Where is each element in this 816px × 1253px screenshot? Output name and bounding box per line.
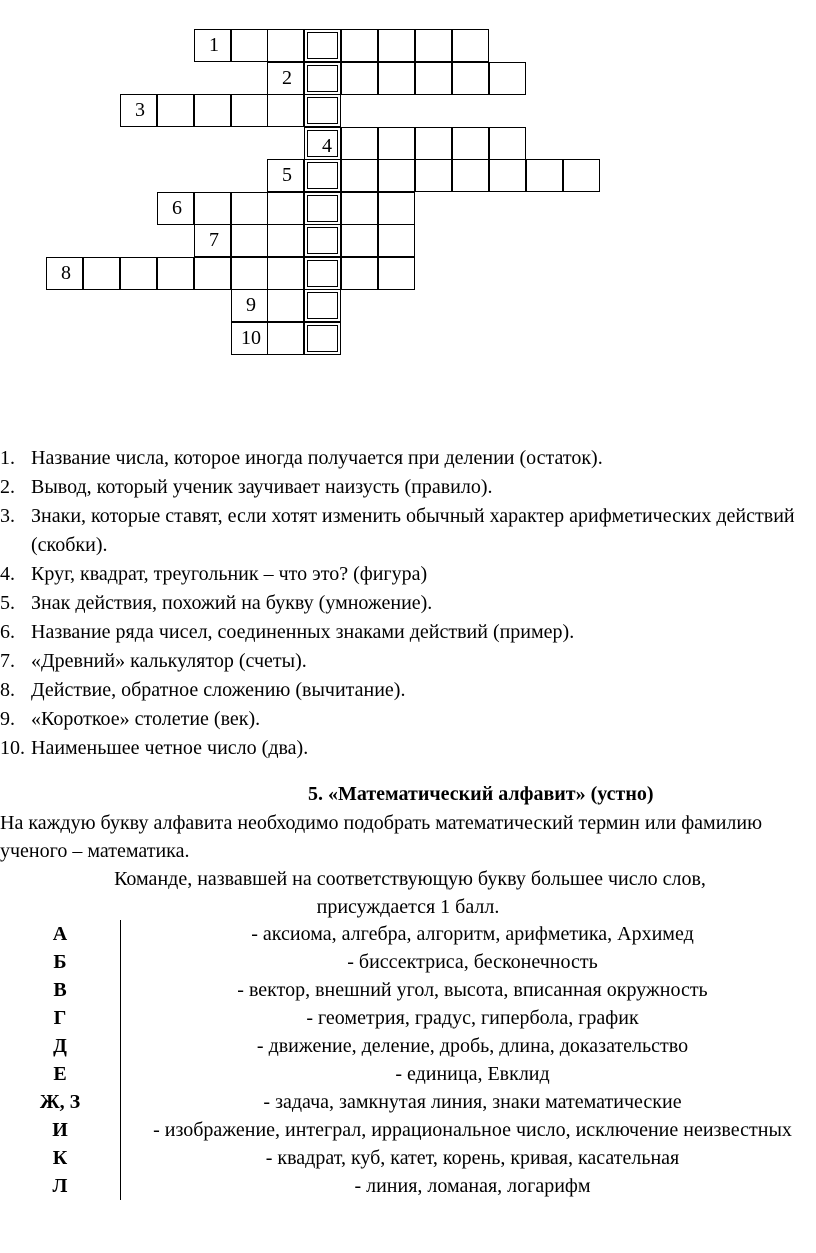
crossword-row-number: 6 <box>172 197 182 219</box>
clue-item <box>0 560 816 589</box>
crossword-cell <box>415 29 452 62</box>
crossword-cell <box>157 94 194 127</box>
crossword-row-number: 7 <box>209 229 219 251</box>
alphabet-row <box>0 1032 816 1060</box>
crossword-row-number: 9 <box>246 294 256 316</box>
crossword-cell <box>378 29 415 62</box>
alphabet-row <box>0 948 816 976</box>
clue-item <box>0 502 816 560</box>
crossword-key-cell <box>304 289 341 322</box>
crossword-cell <box>157 257 194 290</box>
alphabet-words: - биссектриса, бесконечность <box>347 951 598 973</box>
alphabet-row <box>0 1172 816 1200</box>
alphabet-row <box>0 1060 816 1088</box>
crossword-cell <box>452 127 489 160</box>
alphabet-row <box>0 976 816 1004</box>
crossword-row-number: 4 <box>322 135 332 157</box>
alphabet-words: - аксиома, алгебра, алгоритм, арифметика, Архимед <box>251 923 694 945</box>
clue-text: «Короткое» столетие (век). <box>31 708 261 730</box>
crossword-cell <box>267 224 304 257</box>
crossword-cell <box>489 159 526 192</box>
clue-item <box>0 589 816 618</box>
crossword-cell <box>231 322 268 355</box>
clue-text: Знаки, которые ставят, если хотят изменить обычный характер арифметических действий (скобки). <box>31 505 795 556</box>
crossword-cell <box>194 29 231 62</box>
crossword-cell <box>231 29 268 62</box>
crossword-cell <box>378 224 415 257</box>
crossword-cell <box>194 192 231 225</box>
clue-number: 4. <box>0 563 15 585</box>
clue-text: Вывод, который ученик заучивает наизусть (правило). <box>31 476 493 498</box>
crossword-cell <box>194 257 231 290</box>
crossword-cell <box>526 159 563 192</box>
clue-number: 10. <box>0 737 25 759</box>
alphabet-letter: А <box>0 920 121 948</box>
task-note-line-1: Команде, назвавшей на соответствующую букву большее число слов, <box>114 868 706 890</box>
alphabet-letter: В <box>0 976 121 1004</box>
crossword-cell <box>563 159 600 192</box>
crossword-cell <box>378 159 415 192</box>
crossword-cell <box>415 159 452 192</box>
clue-text: Круг, квадрат, треугольник – что это? (фигура) <box>31 563 428 585</box>
clue-item <box>0 734 816 763</box>
clue-item <box>0 705 816 734</box>
crossword-cell <box>46 257 83 290</box>
clue-item <box>0 647 816 676</box>
crossword-cell <box>341 29 378 62</box>
crossword-row-number: 1 <box>209 34 219 56</box>
alphabet-row <box>0 1004 816 1032</box>
crossword-cell <box>415 62 452 95</box>
clue-text: «Древний» калькулятор (счеты). <box>31 650 307 672</box>
alphabet-words: - квадрат, куб, катет, корень, кривая, касательная <box>265 1147 680 1169</box>
task-title: 5. «Математический алфавит» (устно) <box>308 783 654 805</box>
crossword-cell <box>452 29 489 62</box>
clue-item <box>0 618 816 647</box>
clue-number: 8. <box>0 679 15 701</box>
crossword-cell <box>341 192 378 225</box>
crossword-cell <box>231 257 268 290</box>
alphabet-table <box>0 920 816 1200</box>
crossword-cell <box>267 289 304 322</box>
crossword-cell <box>231 192 268 225</box>
crossword-cell <box>378 62 415 95</box>
crossword-cell <box>267 29 304 62</box>
alphabet-letter: Д <box>0 1032 121 1060</box>
crossword-cell <box>378 127 415 160</box>
crossword-cell <box>341 159 378 192</box>
clue-list <box>0 444 816 763</box>
crossword-cell <box>157 192 194 225</box>
crossword-row-number: 8 <box>61 262 71 284</box>
clue-text: Знак действия, похожий на букву (умножение). <box>31 592 433 614</box>
clue-number: 6. <box>0 621 15 643</box>
crossword-cell <box>231 224 268 257</box>
crossword-key-cell <box>304 159 341 192</box>
clue-number: 3. <box>0 505 15 527</box>
crossword-cell <box>452 62 489 95</box>
crossword-cell <box>452 159 489 192</box>
alphabet-letter: Б <box>0 948 121 976</box>
crossword-cell <box>267 62 304 95</box>
crossword-cell <box>489 127 526 160</box>
crossword-cell <box>120 257 157 290</box>
alphabet-words: - движение, деление, дробь, длина, доказательство <box>256 1035 689 1057</box>
crossword-cell <box>341 62 378 95</box>
crossword-key-cell <box>304 127 341 160</box>
alphabet-letter: И <box>0 1116 121 1144</box>
clue-number: 5. <box>0 592 15 614</box>
crossword-cell <box>194 224 231 257</box>
crossword-cell <box>341 224 378 257</box>
clue-item <box>0 444 816 473</box>
crossword-row-number: 2 <box>282 67 292 89</box>
alphabet-row <box>0 920 816 948</box>
alphabet-row <box>0 1088 816 1116</box>
crossword-cell <box>341 257 378 290</box>
crossword-cell <box>267 94 304 127</box>
alphabet-row <box>0 1144 816 1172</box>
crossword-cell <box>267 159 304 192</box>
crossword-cell <box>378 192 415 225</box>
alphabet-words: - вектор, внешний угол, высота, вписанная окружность <box>237 979 708 1001</box>
alphabet-words: - изображение, интеграл, иррациональное число, исключение неизвестных <box>153 1119 792 1141</box>
alphabet-words: - задача, замкнутая линия, знаки математические <box>263 1091 682 1113</box>
clue-item <box>0 473 816 502</box>
crossword-cell <box>83 257 120 290</box>
crossword-row-number: 5 <box>282 164 292 186</box>
crossword-cell <box>267 322 304 355</box>
crossword-key-cell <box>304 94 341 127</box>
alphabet-letter: Г <box>0 1004 121 1032</box>
crossword-grid <box>0 0 816 380</box>
crossword-cell <box>194 94 231 127</box>
alphabet-words: - линия, ломаная, логарифм <box>354 1175 591 1197</box>
alphabet-letter: Л <box>0 1172 121 1200</box>
clue-number: 2. <box>0 476 15 498</box>
alphabet-words: - геометрия, градус, гипербола, график <box>306 1007 639 1029</box>
task-note <box>0 865 816 921</box>
clue-item <box>0 676 816 705</box>
crossword-key-cell <box>304 62 341 95</box>
task-intro: На каждую букву алфавита необходимо подобрать математический термин или фамилию ученого – математика. <box>0 812 763 862</box>
crossword-cell <box>415 127 452 160</box>
crossword-cell <box>120 94 157 127</box>
clue-number: 9. <box>0 708 15 730</box>
crossword-key-cell <box>304 224 341 257</box>
crossword-cell <box>231 94 268 127</box>
crossword-cell <box>489 62 526 95</box>
clue-text: Действие, обратное сложению (вычитание). <box>31 679 406 701</box>
clue-number: 1. <box>0 447 15 469</box>
crossword-key-cell <box>304 322 341 355</box>
crossword-row-number: 3 <box>135 99 145 121</box>
task-note-line-2: присуждается 1 балл. <box>316 896 500 918</box>
alphabet-letter: Е <box>0 1060 121 1088</box>
clue-text: Название ряда чисел, соединенных знаками действий (пример). <box>31 621 575 643</box>
crossword-cell <box>267 192 304 225</box>
alphabet-letter: К <box>0 1144 121 1172</box>
crossword-row-number: 10 <box>241 327 261 349</box>
crossword-cell <box>341 127 378 160</box>
crossword-key-cell <box>304 192 341 225</box>
crossword-key-cell <box>304 257 341 290</box>
crossword-cell <box>231 289 268 322</box>
crossword-cell <box>378 257 415 290</box>
clue-text: Наименьшее четное число (два). <box>31 737 309 759</box>
crossword-cell <box>267 257 304 290</box>
clue-text: Название числа, которое иногда получается при делении (остаток). <box>31 447 603 469</box>
alphabet-letter: Ж, З <box>0 1088 121 1116</box>
crossword-key-cell <box>304 29 341 62</box>
alphabet-words: - единица, Евклид <box>395 1063 550 1085</box>
alphabet-row <box>0 1116 816 1144</box>
clue-number: 7. <box>0 650 15 672</box>
